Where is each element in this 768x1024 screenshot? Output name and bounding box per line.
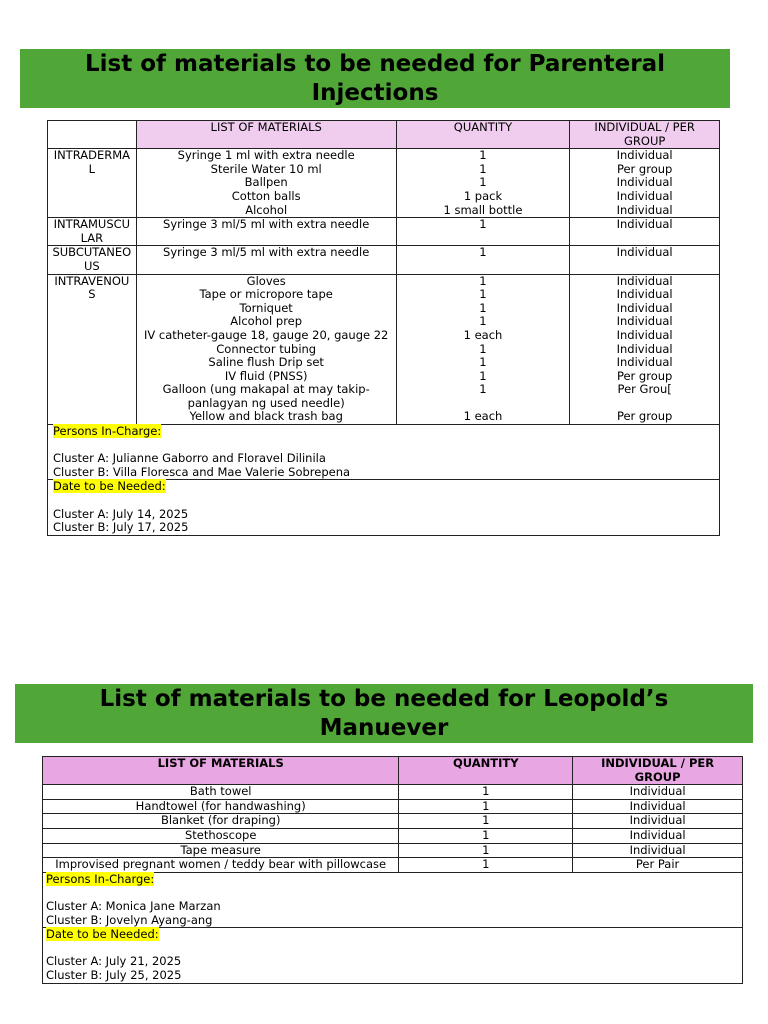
quantity-cell: 1 1 1 1 1 each 1 1 1 1 1 each — [396, 274, 570, 425]
material-cell: Bath towel — [43, 785, 399, 800]
group-cell: Individual — [573, 828, 743, 843]
quantity-header: QUANTITY — [396, 121, 570, 149]
table-row — [43, 843, 743, 858]
group-header: INDIVIDUAL / PER GROUP — [570, 121, 720, 149]
leopold-title-line1: List of materials to be needed for Leopold’s — [99, 686, 669, 712]
parenteral-materials-table — [47, 120, 720, 536]
table-row — [48, 246, 720, 274]
leopold-materials-table — [42, 756, 743, 984]
parenteral-title-line1: List of materials to be needed for Parenteral — [84, 51, 665, 77]
material-cell: Tape measure — [43, 843, 399, 858]
material-cell: Handtowel (for handwashing) — [43, 799, 399, 814]
table-header-row — [48, 121, 720, 149]
materials-header: LIST OF MATERIALS — [136, 121, 396, 149]
persons-cluster-a: Cluster A: Monica Jane Marzan — [46, 898, 221, 913]
persons-cluster-a: Cluster A: Julianne Gaborro and Floravel Dilinila — [53, 451, 326, 466]
group-cell: Individual — [573, 785, 743, 800]
date-label: Date to be Needed: — [46, 927, 159, 942]
persons-in-charge — [48, 425, 720, 480]
materials-cell: Syringe 1 ml with extra needle Sterile Water 10 ml Ballpen Cotton balls Alcohol — [136, 149, 396, 218]
persons-label: Persons In-Charge: — [46, 871, 155, 886]
date-needed — [48, 480, 720, 535]
material-cell: Stethoscope — [43, 828, 399, 843]
persons-cluster-b: Cluster B: Jovelyn Ayang-ang — [46, 912, 213, 927]
quantity-cell: 1 — [399, 858, 573, 873]
table-row — [43, 799, 743, 814]
group-header: INDIVIDUAL / PER GROUP — [573, 757, 743, 785]
materials-cell: Syringe 3 ml/5 ml with extra needle — [136, 218, 396, 246]
table-row — [48, 218, 720, 246]
group-cell: Individual — [573, 814, 743, 829]
category-intradermal: INTRADERMAL — [48, 149, 137, 218]
quantity-cell: 1 — [396, 218, 570, 246]
date-cluster-a: Cluster A: July 21, 2025 — [46, 954, 182, 969]
group-cell: Individual — [573, 843, 743, 858]
quantity-cell: 1 — [399, 828, 573, 843]
quantity-header: QUANTITY — [399, 757, 573, 785]
parenteral-title — [20, 49, 730, 108]
category-header-blank — [48, 121, 137, 149]
date-cluster-b: Cluster B: July 25, 2025 — [46, 967, 182, 982]
category-subcutaneous: SUBCUTANEOUS — [48, 246, 137, 274]
group-cell: Per Pair — [573, 858, 743, 873]
date-cluster-b: Cluster B: July 17, 2025 — [53, 520, 189, 535]
table-header-row — [43, 757, 743, 785]
quantity-cell: 1 1 1 1 pack 1 small bottle — [396, 149, 570, 218]
materials-cell: Gloves Tape or micropore tape Torniquet Alcohol prep IV catheter-gauge 18, gauge 20, gauge 22 Connector tubing Saline flush Drip set IV fluid (PNSS) Galloon (ung makapal at may takip- panlagyan ng used needle) Yellow and black trash bag — [136, 274, 396, 425]
table-row — [48, 149, 720, 218]
material-cell: Improvised pregnant women / teddy bear with pillowcase — [43, 858, 399, 873]
group-cell: Individual — [573, 799, 743, 814]
table-row — [43, 858, 743, 873]
category-intramuscular: INTRAMUSCULAR — [48, 218, 137, 246]
group-cell: Individual Per group Individual Individual Individual — [570, 149, 720, 218]
table-row — [43, 814, 743, 829]
table-row — [43, 785, 743, 800]
persons-label: Persons In-Charge: — [53, 424, 162, 439]
dates-row — [48, 480, 720, 535]
materials-header: LIST OF MATERIALS — [43, 757, 399, 785]
group-cell: Individual — [570, 218, 720, 246]
table-row — [43, 828, 743, 843]
parenteral-title-line2: Injections — [311, 80, 439, 106]
leopold-title — [15, 684, 753, 743]
persons-row — [43, 872, 743, 927]
quantity-cell: 1 — [399, 785, 573, 800]
date-needed — [43, 928, 743, 983]
quantity-cell: 1 — [399, 799, 573, 814]
table-row — [48, 274, 720, 425]
group-cell: Individual — [570, 246, 720, 274]
persons-in-charge — [43, 872, 743, 927]
quantity-cell: 1 — [399, 814, 573, 829]
materials-cell: Syringe 3 ml/5 ml with extra needle — [136, 246, 396, 274]
category-intravenous: INTRAVENOUS — [48, 274, 137, 425]
dates-row — [43, 928, 743, 983]
material-cell: Blanket (for draping) — [43, 814, 399, 829]
group-cell: Individual Individual Individual Individual Individual Individual Individual Per group Per Grou[ Per group — [570, 274, 720, 425]
date-cluster-a: Cluster A: July 14, 2025 — [53, 506, 189, 521]
date-label: Date to be Needed: — [53, 479, 166, 494]
leopold-title-line2: Manuever — [319, 715, 449, 741]
quantity-cell: 1 — [399, 843, 573, 858]
quantity-cell: 1 — [396, 246, 570, 274]
persons-cluster-b: Cluster B: Villa Floresca and Mae Valerie Sobrepena — [53, 464, 351, 479]
persons-row — [48, 425, 720, 480]
